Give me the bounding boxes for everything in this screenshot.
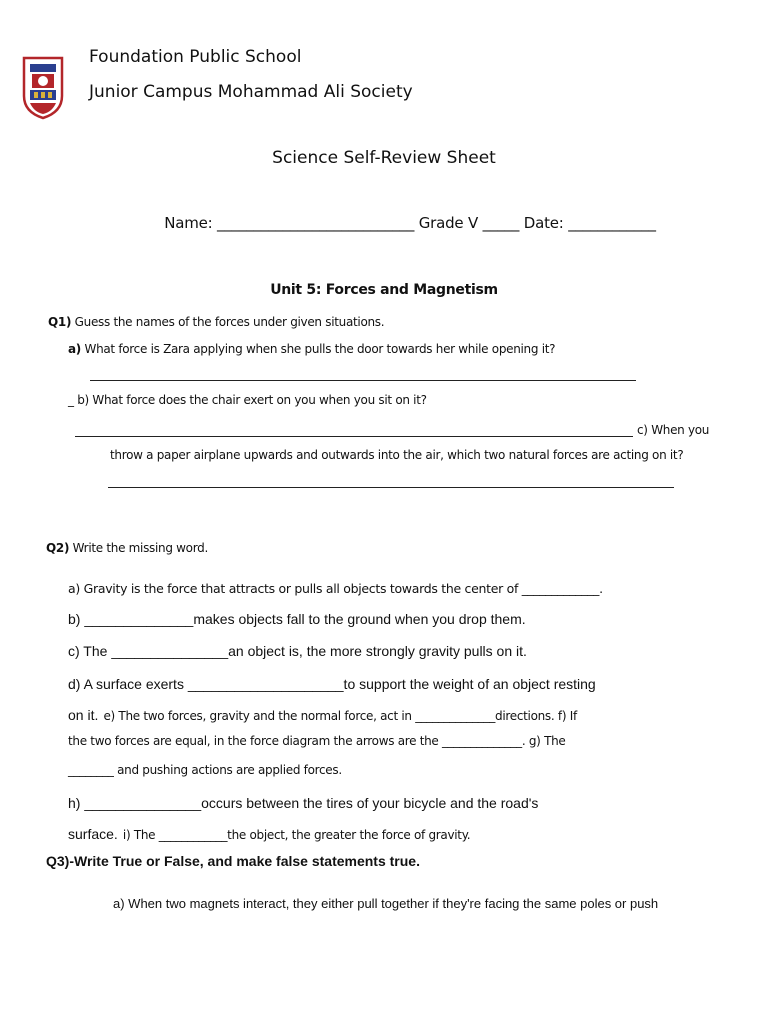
q2-prompt: Write the missing word. [72,541,208,555]
q1-b-answer-line [75,436,633,437]
unit-heading: Unit 5: Forces and Magnetism [270,282,498,298]
q3-heading: Q3)-Write True or False, and make false statements true. [46,853,420,869]
q1-prompt: Guess the names of the forces under given situations. [74,315,385,329]
q2-a: a) Gravity is the force that attracts or pulls all objects towards the center of _____________. [68,581,603,596]
school-crest-logo [22,56,64,120]
q2-d-end: on it. [68,707,99,723]
q1-a-text: What force is Zara applying when she pulls the door towards her while opening it? [84,342,556,356]
q1-a-label: a) [68,342,81,356]
q2-h-i-line [68,824,470,843]
q2-d: d) A surface exerts ____________________to support the weight of an object resting [68,676,596,692]
q2-g: ________ and pushing actions are applied forces. [68,763,342,777]
q2-i: i) The ____________the object, the greater the force of gravity. [122,828,471,842]
q1-c-answer-line [108,487,674,488]
q1-a-answer-line [90,380,636,381]
q2-c: c) The _______________an object is, the more strongly gravity pulls on it. [68,643,527,659]
q2-h-end: surface. [68,826,118,842]
q1-c-text: throw a paper airplane upwards and outwards into the air, which two natural forces are acting on it? [110,448,684,462]
q3-a: a) When two magnets interact, they either pull together if they're facing the same poles or push [113,896,659,911]
q2-b: b) ______________makes objects fall to the ground when you drop them. [68,611,526,627]
campus-name: Junior Campus Mohammad Ali Society [89,82,413,102]
student-info-line: Name: ___________________________ Grade V _____ Date: ____________ [164,214,656,232]
q1-heading [48,315,384,329]
q1-label: Q1) [48,315,72,329]
school-name: Foundation Public School [89,47,302,67]
q2-e: e) The two forces, gravity and the normal force, act in ______________directions. f) If [103,709,577,723]
q2-h: h) _______________occurs between the tires of your bicycle and the road's [68,795,539,811]
q2-heading [46,541,208,555]
q1-b-text: _ b) What force does the chair exert on you when you sit on it? [68,393,427,407]
sheet-title: Science Self-Review Sheet [272,148,496,168]
q2-f: the two forces are equal, in the force diagram the arrows are the ______________. g) The [68,734,566,748]
q1-a [68,342,555,356]
q2-label: Q2) [46,541,70,555]
q1-c-start: c) When you [637,423,710,437]
q2-d-e-line [68,705,577,724]
